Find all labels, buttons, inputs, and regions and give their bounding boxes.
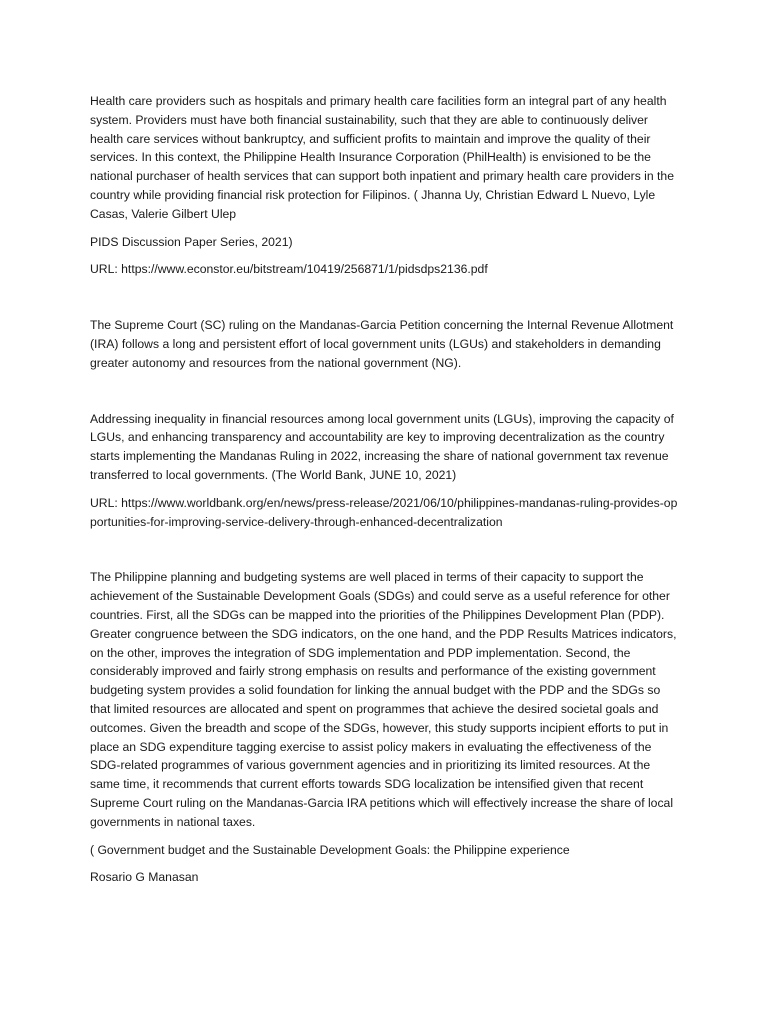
spacer [90,251,680,260]
spacer [90,485,680,494]
spacer [90,279,680,316]
spacer [90,373,680,410]
spacer [90,859,680,868]
url-worldbank: URL: https://www.worldbank.org/en/news/press-release/2021/06/10/philippines-mandanas-ruling-provides-opportunities-for-improving-service-delivery-through-enhanced-decentralization [90,495,678,529]
paragraph-supreme-court-ruling: The Supreme Court (SC) ruling on the Mandanas-Garcia Petition concerning the Internal Revenue Allotment (IRA) follows a long and persistent effort of local government units (LGUs) and stakeholders in demanding greater autonomy and resources from the national government (NG). [90,318,674,370]
spacer [90,531,680,568]
spacer [90,832,680,841]
url-econstor: URL: https://www.econstor.eu/bitstream/10419/256871/1/pidsdps2136.pdf [90,262,488,277]
paragraph-sdg-budgeting: The Philippine planning and budgeting systems are well placed in terms of their capacity to support the achievement of the Sustainable Development Goals (SDGs) and could serve as a useful reference for other countries. First, all the SDGs can be mapped into the priorities of the Philippines Development Plan (PDP). Greater congruence between the SDG indicators, on the one hand, and the PDP Results Matrices indicators, on the other, improves the integration of SDG implementation and PDP implementation. Second, the considerably improved and fairly strong emphasis on results and performance of the existing government budgeting system provides a solid foundation for linking the annual budget with the PDP and the SDGs so that limited resources are allocated and spent on programmes that achieve the desired societal goals and outcomes. Given the breadth and scope of the SDGs, however, this study supports incipient efforts to put in place an SDG expenditure tagging exercise to assist policy makers in evaluating the effectiveness of the SDG-related programmes of various government agencies and in prioritizing its limited resources. At the same time, it recommends that current efforts towards SDG localization be intensified given that recent Supreme Court ruling on the Mandanas-Garcia IRA petitions which will effectively increase the share of local governments in national taxes. [90,570,677,829]
spacer [90,224,680,233]
paragraph-world-bank: Addressing inequality in financial resources among local government units (LGUs), improving the capacity of LGUs, and enhancing transparency and accountability are key to improving decentralization as the country starts implementing the Mandanas Ruling in 2022, increasing the share of national government tax revenue transferred to local governments. (The World Bank, JUNE 10, 2021) [90,411,674,482]
citation-author: Rosario G Manasan [90,870,199,885]
citation-title: ( Government budget and the Sustainable Development Goals: the Philippine experience [90,842,570,857]
paragraph-pids-citation: PIDS Discussion Paper Series, 2021) [90,234,293,249]
document-page [90,92,680,887]
paragraph-philhealth: Health care providers such as hospitals and primary health care facilities form an integral part of any health system. Providers must have both financial sustainability, such that they are able to continuously deliver health care services without bankruptcy, and sufficient profits to maintain and improve the quality of their services. In this context, the Philippine Health Insurance Corporation (PhilHealth) is envisioned to be the national purchaser of health services that can support both inpatient and primary health care providers in the country while providing financial risk protection for Filipinos. ( Jhanna Uy, Christian Edward L Nuevo, Lyle Casas, Valerie Gilbert Ulep [90,94,674,221]
